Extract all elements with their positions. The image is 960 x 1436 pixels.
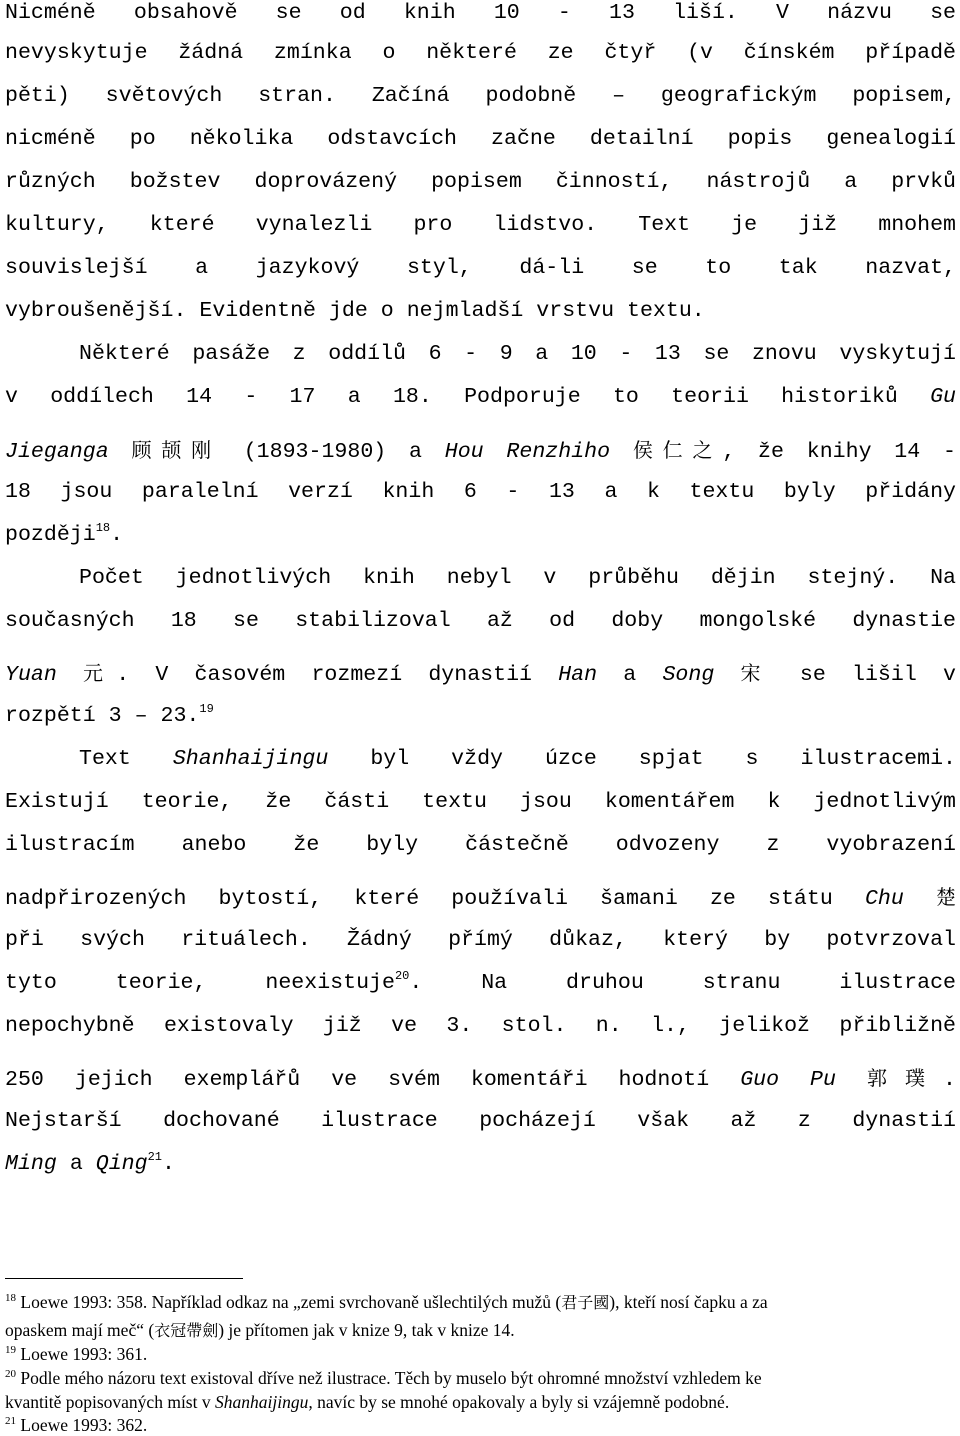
footnote-text: kvantitě popisovaných míst v [5,1392,211,1412]
chinese-characters: 楚 [935,885,956,909]
footnote-text: navíc by se mnohé opakovaly a byly si vzájemně podobné. [317,1392,730,1412]
body-text: , že knihy 14 - [722,440,956,464]
body-line [5,384,956,410]
footnote-20 [5,1367,945,1389]
body-line: pěti) světových stran. Začíná podobně – geografickým popisem, [5,84,956,108]
body-line [5,1065,956,1093]
footnote-text: Loewe 1993: 358. Například odkaz na „zemi svrchovaně ušlechtilých mužů ( [20,1292,562,1312]
body-line: souvislejší a jazykový styl, dá-li se to tak nazvat, [5,256,956,280]
dynasty-name: Yuan [5,663,57,687]
body-line: ilustracím anebo že byly částečně odvozeny z vyobrazení [5,833,956,857]
body-line: různých božstev doprovázený popisem činností, nástrojů a prvků [5,170,956,194]
body-text: . [162,1152,175,1176]
body-line [5,1151,956,1177]
person-name: Guo Pu [740,1068,836,1092]
body-line: Nicméně obsahově se od knih 10 - 13 liší. V názvu se [5,1,956,25]
footnote-18 [5,1291,945,1314]
book-title: Shanhaijingu [172,747,329,771]
footnote-ref[interactable]: 19 [199,702,214,716]
footnote-ref[interactable]: 21 [147,1150,162,1164]
footnote-text: Loewe 1993: 362. [20,1415,148,1435]
body-line: Některé pasáže z oddílů 6 - 9 a 10 - 13 se znovu vyskytují [79,342,956,366]
person-name: Hou Renzhiho [444,440,611,464]
body-text: a [623,663,637,687]
person-name: Gu [930,385,956,409]
chinese-characters: 郭璞 [866,1066,944,1090]
body-text: později [5,523,96,547]
body-text: nadpřirozených bytostí, které používali šamani ze státu [5,887,833,911]
body-text: byl vždy úzce spjat s ilustracemi. [370,747,956,771]
body-text: rozpětí 3 – 23. [5,704,200,728]
body-text: Text [79,747,131,771]
footnote-number: 18 [5,1292,16,1304]
body-text: . Na druhou stranu ilustrace [409,971,956,995]
chinese-characters: 元 [83,661,117,685]
footnote-ref[interactable]: 18 [95,521,111,535]
body-line [5,660,956,688]
chinese-characters: 衣冠帶劍 [154,1321,219,1340]
dynasty-name: Ming [5,1152,57,1176]
person-name: Jieganga [5,440,109,464]
footnote-text: Podle mého názoru text existoval dříve než ilustrace. Těch by muselo být ohromné množství vzhledem ke [20,1368,762,1388]
body-line: Existují teorie, že části textu jsou komentářem k jednotlivým [5,790,956,814]
body-line: Počet jednotlivých knih nebyl v průběhu dějin stejný. Na [79,566,956,590]
body-text: a [69,1152,83,1176]
state-name: Chu [864,887,904,911]
footnote-text: ), kteří nosí čapku a za [609,1292,768,1312]
dynasty-name: Han [558,663,598,687]
footnote-separator [5,1278,243,1279]
body-line: nepochybně existovaly již ve 3. stol. n. l., jelikož přibližně [5,1014,956,1038]
body-line: nicméně po několika odstavcích začne detailní popis genealogií [5,127,956,151]
footnote-number: 19 [5,1344,16,1356]
dynasty-name: Qing [95,1152,148,1176]
chinese-characters: 侯仁之 [632,438,723,462]
body-text: tyto teorie, neexistuje [5,971,395,995]
dynasty-name: Song [662,663,715,687]
body-text: . V časovém rozmezí dynastií [116,663,533,687]
body-line [79,746,956,772]
book-title: Shanhaijingu, [214,1392,313,1412]
chinese-characters: 宋 [740,661,774,685]
footnote-text: ) je přítomen jak v knize 9, tak v knize 14. [218,1320,515,1340]
body-line [5,522,956,548]
body-line: vybroušenější. Evidentně jde o nejmladší vrstvu textu. [5,299,705,323]
body-line: kultury, které vynalezli pro lidstvo. Text je již mnohem [5,213,956,237]
body-line: současných 18 se stabilizoval až od doby mongolské dynastie [5,609,956,633]
chinese-characters: 顾颉刚 [131,438,221,462]
body-text: v oddílech 14 - 17 a 18. Podporuje to teorii historiků [5,385,898,409]
body-text: 250 jejich exemplářů ve svém komentáři hodnotí [5,1068,710,1092]
body-text: . [943,1068,956,1092]
body-line: nevyskytuje žádná zmínka o některé ze čtyř (v čínském případě [5,41,956,65]
footnote-text: opaskem mají meč“ ( [5,1320,155,1340]
footnote-21 [5,1414,945,1436]
body-line [5,437,956,465]
body-line [5,884,956,912]
body-line: 18 jsou paralelní verzí knih 6 - 13 a k textu byly přidány [5,480,956,504]
footnote-19 [5,1343,945,1365]
body-text: . [110,523,124,547]
footnote-ref[interactable]: 20 [394,969,410,983]
body-line: Nejstarší dochované ilustrace pocházejí však až z dynastií [5,1109,956,1133]
chinese-characters: 君子國 [561,1293,610,1312]
footnote-number: 21 [5,1415,16,1427]
footnote-number: 20 [5,1368,16,1380]
body-line [5,970,956,996]
body-text: (1893-1980) a [243,440,422,464]
body-text: se lišil v [799,663,956,687]
body-line [5,703,956,729]
body-line: při svých rituálech. Žádný přímý důkaz, který by potvrzoval [5,928,956,952]
footnote-20-cont [5,1391,945,1413]
footnote-text: Loewe 1993: 361. [20,1344,148,1364]
footnote-18-cont [5,1319,945,1342]
